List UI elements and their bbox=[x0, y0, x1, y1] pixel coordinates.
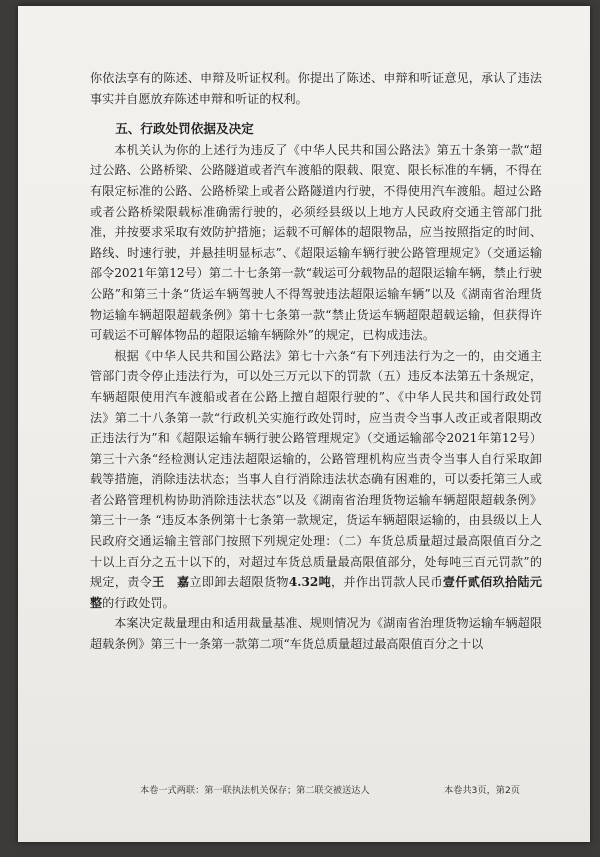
section-heading: 五、行政处罚依据及决定 bbox=[115, 121, 254, 137]
penalty-text-3: ，并作出罚款人民币 bbox=[331, 575, 443, 590]
party-name: 王 嘉 bbox=[152, 575, 190, 590]
page-footer bbox=[140, 782, 520, 796]
paragraph-penalty bbox=[90, 346, 542, 614]
footer-copies-note: 本卷一式两联：第一联执法机关保存；第二联交被送达人 bbox=[140, 785, 370, 796]
document-body bbox=[90, 68, 542, 655]
paragraph-rights: 你依法享有的陈述、申辩及听证权利。你提出了陈述、申辩和听证意见，承认了违法事实并自愿放弃陈述申辩和听证的权利。 bbox=[90, 71, 542, 106]
page-number: 本卷共3页，第2页 bbox=[443, 785, 520, 796]
penalty-text-1: 根据《中华人民共和国公路法》第七十六条“有下列违法行为之一的，由交通主管部门责令停止违法行为，可以处三万元以下的罚款（五）违反本法第五十条规定，车辆超限使用汽车渡船或者在公路上擅自超限行驶的”、《中华人民共和国行政处罚法》第二十八条第一款“行政机关实施行政处罚时，应当责令当事人改正或者限期改正违法行为”和《超限运输车辆行驶公路管理规定》（交通运输部令2021年第12号）第三十六条“经检测认定违法超限运输的，公路管理机构应当责令当事人自行采取卸载等措施，消除违法状态；当事人自行消除违法状态确有困难的，可以委托第三人或者公路管理机构协助消除违法状态”以及《湖南省治理货物运输车辆超限超载条例》第三十一条 “违反本条例第十七条第一款规定，货运车辆超限运输的，由县级以上人民政府交通运输主管部门按照下列规定处理：（二）车货总质量超过最高限值百分之十以上百分之五十以下的，对超过车货总质量最高限值部分，处每吨三百元罚款”的规定，责令 bbox=[90, 348, 542, 590]
penalty-text-2: 立即卸去超限货物 bbox=[189, 575, 289, 590]
document-page bbox=[18, 6, 590, 842]
overload-tonnage: 4.32吨 bbox=[288, 575, 332, 590]
penalty-text-4: 的行政处罚。 bbox=[102, 595, 175, 610]
fine-amount: 壹仟贰佰玖拾陆元整 bbox=[90, 575, 542, 610]
paragraph-legal-basis: 本机关认为你的上述行为违反了《中华人民共和国公路法》第五十条第一款“超过公路、公路桥梁、公路隧道或者汽车渡船的限载、限宽、限长标准的车辆，不得在有限定标准的公路、公路桥梁上或者公路隧道内行驶，不得使用汽车渡船。超过公路或者公路桥梁限载标准确需行驶的，必须经县级以上地方人民政府交通主管部门批准，并按要求采取有效防护措施；运载不可解体的超限物品，应当按照指定的时间、路线、时速行驶，并悬挂明显标志”、《超限运输车辆行驶公路管理规定》（交通运输部令2021年第12号）第二十七条第一款“载运可分载物品的超限运输车辆，禁止行驶公路”和第三十条“货运车辆驾驶人不得驾驶违法超限运输车辆”以及《湖南省治理货物运输车辆超限超载条例》第十七条第一款“禁止货运车辆超限超载运输，但获得许可载运不可解体物品的超限运输车辆除外”的规定，已构成违法。 bbox=[90, 142, 542, 343]
paragraph-discretion: 本案决定裁量理由和适用裁量基准、规则情况为《湖南省治理货物运输车辆超限超载条例》第三十一条第一款第二项“车货总质量超过最高限值百分之十以 bbox=[90, 616, 542, 652]
